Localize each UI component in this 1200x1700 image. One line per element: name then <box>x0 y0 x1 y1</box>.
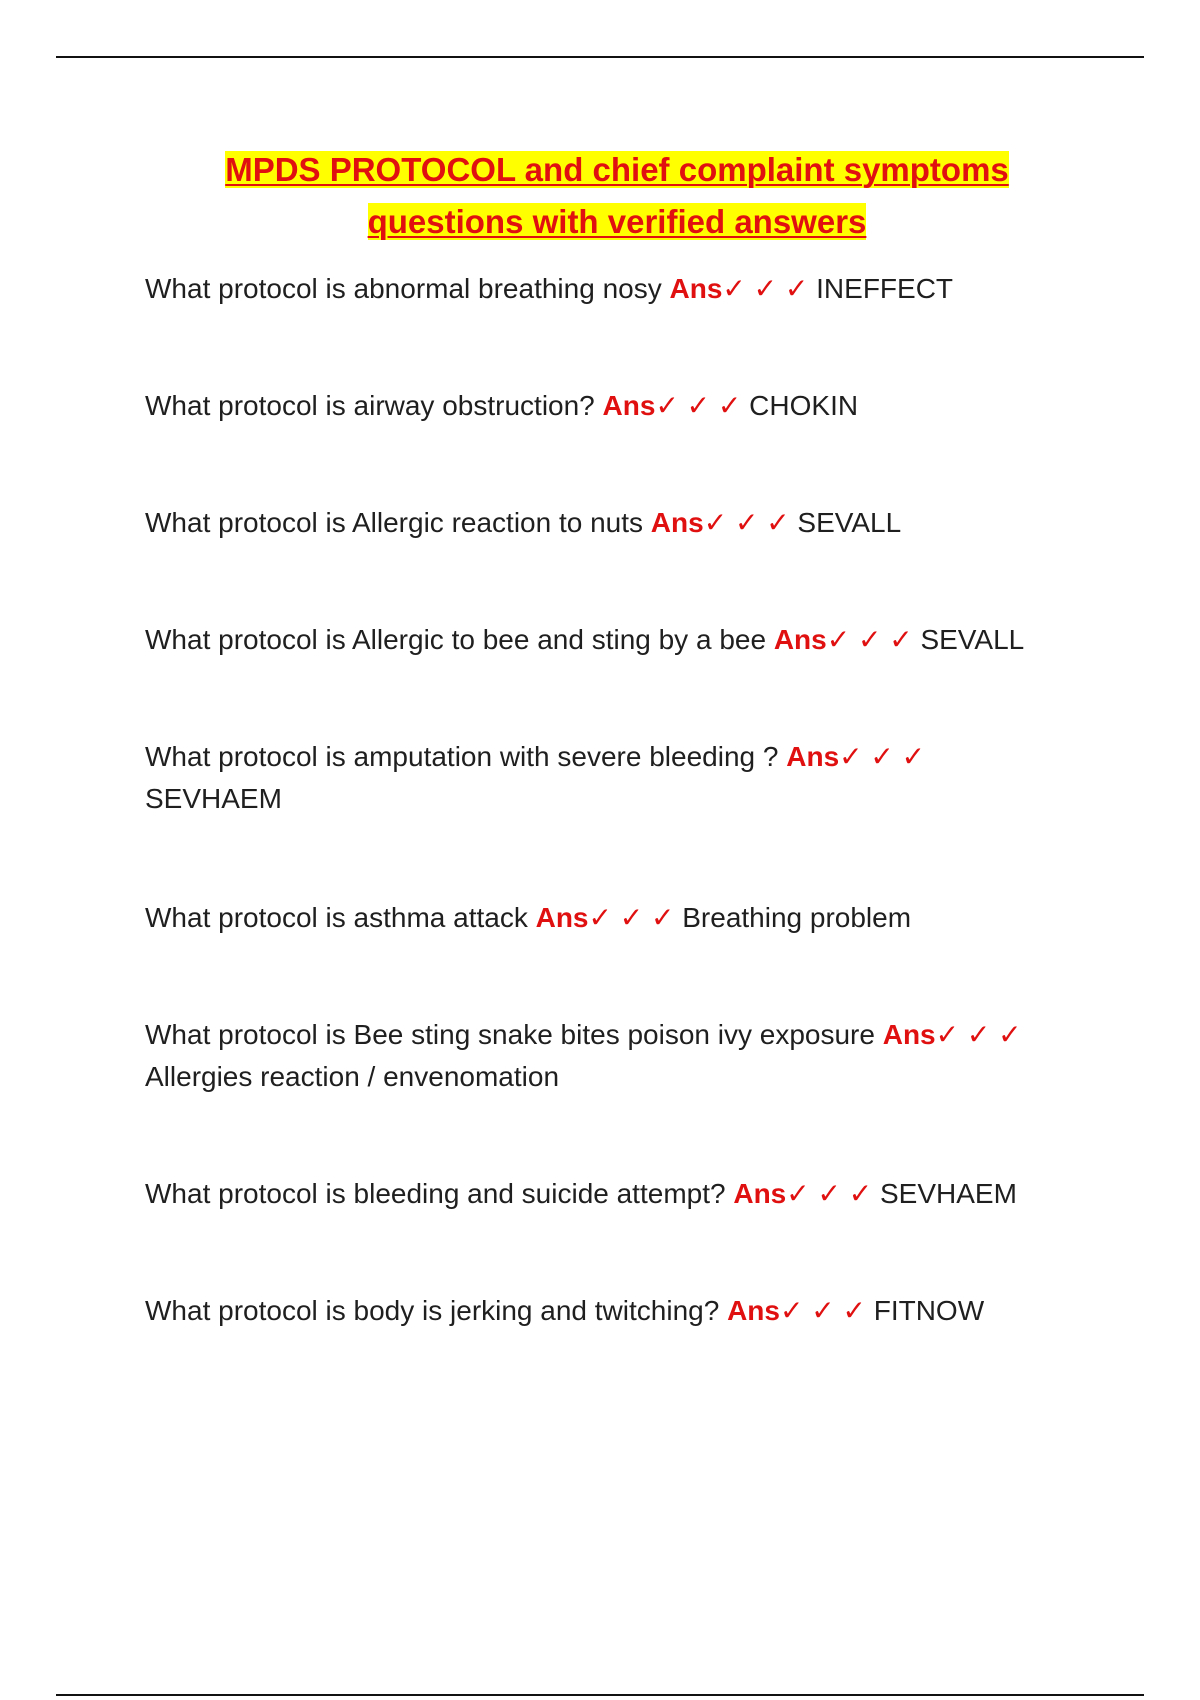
title-line-2: questions with verified answers <box>367 203 867 240</box>
question-text: What protocol is Allergic reaction to nuts <box>145 507 651 538</box>
check-marks: ✓ ✓ ✓ <box>703 507 790 538</box>
qa-item <box>145 268 1085 310</box>
qa-item <box>145 1014 1085 1098</box>
answer-text: CHOKIN <box>741 390 859 421</box>
check-marks: ✓ ✓ ✓ <box>839 741 926 772</box>
top-rule <box>56 56 1144 58</box>
answer-marker: Ans <box>650 507 704 538</box>
check-marks: ✓ ✓ ✓ <box>826 624 913 655</box>
answer-text: SEVHAEM <box>872 1178 1017 1209</box>
qa-item <box>145 502 1085 544</box>
check-marks: ✓ ✓ ✓ <box>588 902 675 933</box>
question-text: What protocol is airway obstruction? <box>145 390 603 421</box>
question-text: What protocol is body is jerking and twitching? <box>145 1295 728 1326</box>
check-marks: ✓ ✓ ✓ <box>722 273 809 304</box>
answer-text: SEVALL <box>912 624 1025 655</box>
answer-marker: Ans <box>882 1019 936 1050</box>
answer-marker: Ans <box>733 1178 787 1209</box>
question-text: What protocol is Allergic to bee and sting by a bee <box>145 624 774 655</box>
qa-item <box>145 1290 1085 1332</box>
check-marks: ✓ ✓ ✓ <box>655 390 742 421</box>
answer-marker: Ans <box>602 390 656 421</box>
qa-item <box>145 1173 1085 1215</box>
title-line-1: MPDS PROTOCOL and chief complaint symptoms <box>225 151 1009 188</box>
question-text: What protocol is bleeding and suicide attempt? <box>145 1178 734 1209</box>
question-text: What protocol is abnormal breathing nosy <box>145 273 670 304</box>
answer-marker: Ans <box>773 624 827 655</box>
qa-item <box>145 385 1085 427</box>
qa-item <box>145 736 1085 820</box>
answer-text: SEVHAEM <box>145 783 282 814</box>
answer-marker: Ans <box>727 1295 780 1326</box>
answer-text: Allergies reaction / envenomation <box>145 1061 560 1092</box>
answer-text: INEFFECT <box>808 273 954 304</box>
answer-marker: Ans <box>669 273 723 304</box>
answer-text: SEVALL <box>789 507 902 538</box>
answer-text: Breathing problem <box>674 902 912 933</box>
answer-marker: Ans <box>786 741 840 772</box>
qa-item <box>145 897 1085 939</box>
check-marks: ✓ ✓ ✓ <box>935 1019 1022 1050</box>
question-text: What protocol is Bee sting snake bites poison ivy exposure <box>145 1019 883 1050</box>
answer-text: FITNOW <box>865 1295 985 1326</box>
check-marks: ✓ ✓ ✓ <box>786 1178 873 1209</box>
answer-marker: Ans <box>535 902 589 933</box>
document-title <box>0 144 1200 248</box>
bottom-rule <box>56 1694 1144 1696</box>
question-text: What protocol is amputation with severe bleeding ? <box>145 741 787 772</box>
question-text: What protocol is asthma attack <box>145 902 536 933</box>
qa-item <box>145 619 1085 661</box>
check-marks: ✓ ✓ ✓ <box>779 1295 866 1326</box>
